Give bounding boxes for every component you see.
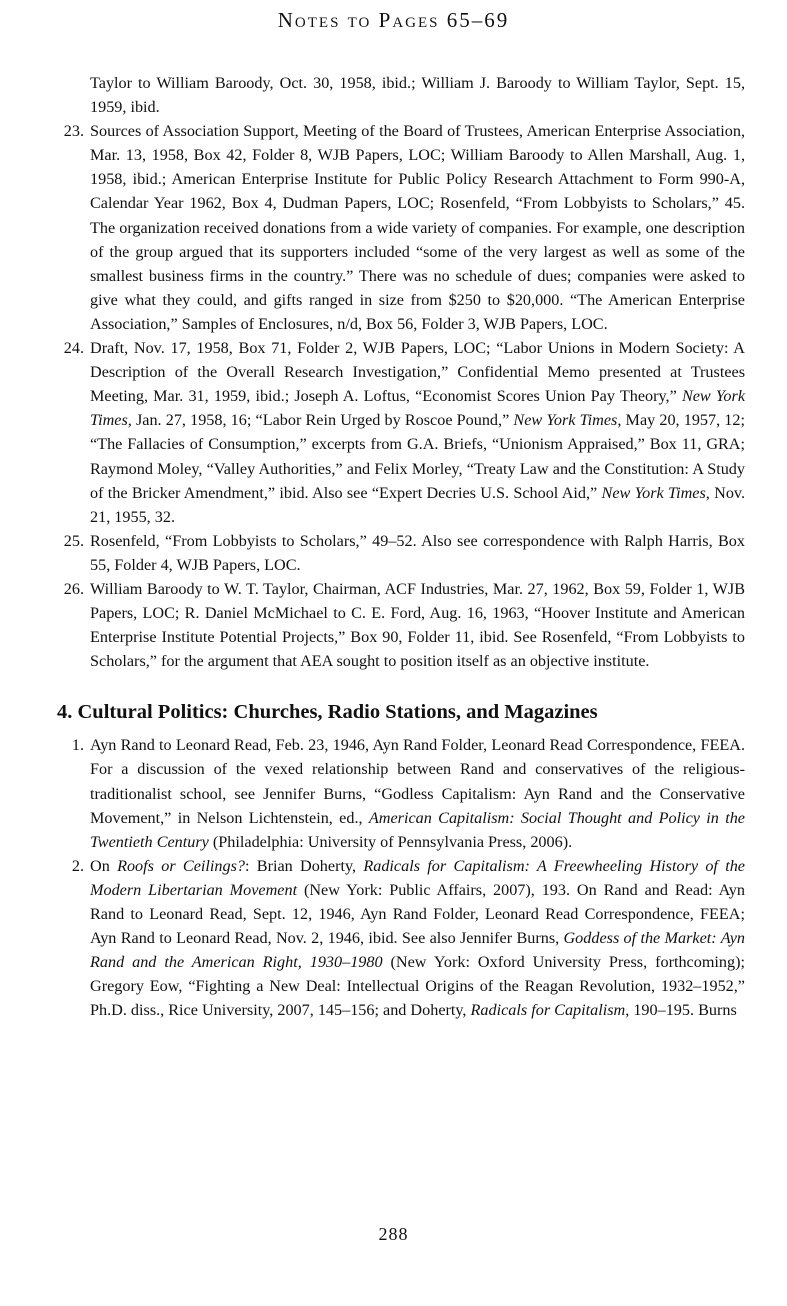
publication-title: Goddess of the Market: Ayn Rand and the American Right, 1930–1980: [90, 929, 745, 972]
running-head: Notes to Pages 65–69: [277, 8, 510, 32]
note-text: Rosenfeld, “From Lobbyists to Scholars,” 49–52. Also see correspondence with Ralph Harris, Box 55, Folder 4, WJB Papers, LOC.: [90, 531, 745, 574]
note-25: [57, 529, 745, 577]
publication-title: Radicals for Capitalism: A Freewheeling History of the Modern Libertarian Movement: [90, 856, 745, 899]
note-number: 26.: [63, 579, 84, 598]
note-text: Jan. 27, 1958, 16; “Labor Rein Urged by Roscoe Pound,”: [131, 411, 514, 430]
note-1: [57, 733, 745, 853]
note-number: 23.: [63, 122, 84, 141]
note-text: Ayn Rand to Leonard Read, Feb. 23, 1946, Ayn Rand Folder, Leonard Read Correspondence, FEEA. For a discussion of the vexed relationship between Rand and conservatives of the religious-traditionalist school, see Jennifer Burns, “Godless Capitalism: Ayn Rand and the Conservative Movement,” in Nelson Lichtenstein, ed.,: [90, 736, 745, 827]
note-text: Taylor to William Baroody, Oct. 30, 1958, ibid.; William J. Baroody to William Taylor, Sept. 15, 1959, ibid.: [90, 74, 745, 117]
publication-title: Roofs or Ceilings?: [117, 856, 245, 875]
note-text: (New York: Oxford University Press, forthcoming); Gregory Eow, “Fighting a New Deal: Intellectual Origins of the Reagan Revolution, 1932–1952,” Ph.D. diss., Rice University, 2007, 145–156; and Doherty,: [90, 953, 745, 1020]
note-number: 1.: [71, 736, 84, 755]
note-text: Draft, Nov. 17, 1958, Box 71, Folder 2, WJB Papers, LOC; “Labor Unions in Modern Society: A Description of the Overall Research Investigation,” Confidential Memo presented at Trustees Meeting, Mar. 31, 1959, ibid.; Joseph A. Loftus, “Economist Scores Union Pay Theory,”: [90, 339, 745, 406]
note-26: [57, 577, 745, 673]
note-text: 190–195. Burns: [629, 1001, 737, 1020]
note-text: Sources of Association Support, Meeting of the Board of Trustees, American Enterprise Association, Mar. 13, 1958, Box 42, Folder 8, WJB Papers, LOC; William Baroody to Allen Marshall, Aug. 1, 1958, ibid.; American Enterprise Institute for Public Policy Research Attachment to Form 990-A, Calendar Year 1962, Box 4, Dudman Papers, LOC; Rosenfeld, “From Lobbyists to Scholars,” 45. The organization received donations from a wide variety of companies. For example, one description of the group argued that its supporters included “some of the very largest as well as some of the smallest business firms in the country.” There was no schedule of dues; companies were asked to give what they could, and gifts ranged in size from $250 to $20,000. “The American Enterprise Association,” Samples of Enclosures, n/d, Box 56, Folder 3, WJB Papers, LOC.: [90, 122, 745, 333]
publication-title: New York Times,: [601, 483, 710, 502]
publication-title: Radicals for Capitalism,: [470, 1001, 630, 1020]
note-continuation: [57, 71, 745, 119]
note-number: 25.: [63, 531, 84, 550]
note-text: (New York: Public Affairs, 2007), 193. On Rand and Read: Ayn Rand to Leonard Read, Sept. 12, 1946, Ayn Rand Folder, Leonard Read Correspondence, FEEA; Ayn Rand to Leonard Read, Nov. 2, 1946, ibid. See also Jennifer Burns,: [90, 880, 745, 948]
note-23: [57, 119, 745, 336]
note-text: Nov. 21, 1955, 32.: [90, 483, 746, 526]
note-2: [57, 854, 745, 1023]
note-number: 24.: [63, 339, 84, 358]
note-text: : Brian Doherty,: [244, 856, 364, 875]
note-text: (Philadelphia: University of Pennsylvania Press, 2006).: [208, 832, 573, 851]
note-text: William Baroody to W. T. Taylor, Chairman, ACF Industries, Mar. 27, 1962, Box 59, Folder 1, WJB Papers, LOC; R. Daniel McMichael to C. E. Ford, Aug. 16, 1963, “Hoover Institute and American Enterprise Institute Potential Projects,” Box 90, Folder 11, ibid. See Rosenfeld, “From Lobbyists to Scholars,” for the argument that AEA sought to position itself as an objective institute.: [90, 579, 745, 671]
notes-body: [57, 71, 745, 1022]
publication-title: New York Times,: [513, 411, 622, 430]
page-number: 288: [378, 1224, 409, 1244]
note-number: 2.: [71, 856, 84, 875]
publication-title: New York Times,: [90, 387, 745, 430]
chapter-heading: 4. Cultural Politics: Churches, Radio Stations, and Magazines: [57, 701, 598, 724]
note-text: May 20, 1957, 12; “The Fallacies of Consumption,” excerpts from G.A. Briefs, “Unionism Appraised,” Box 11, GRA; Raymond Moley, “Valley Authorities,” and Felix Morley, “Treaty Law and the Constitution: A Study of the Bricker Amendment,” ibid. Also see “Expert Decries U.S. School Aid,”: [90, 411, 745, 502]
note-24: [57, 336, 745, 529]
publication-title: American Capitalism: Social Thought and Policy in the Twentieth Century: [90, 808, 745, 851]
note-text: On: [90, 856, 118, 875]
